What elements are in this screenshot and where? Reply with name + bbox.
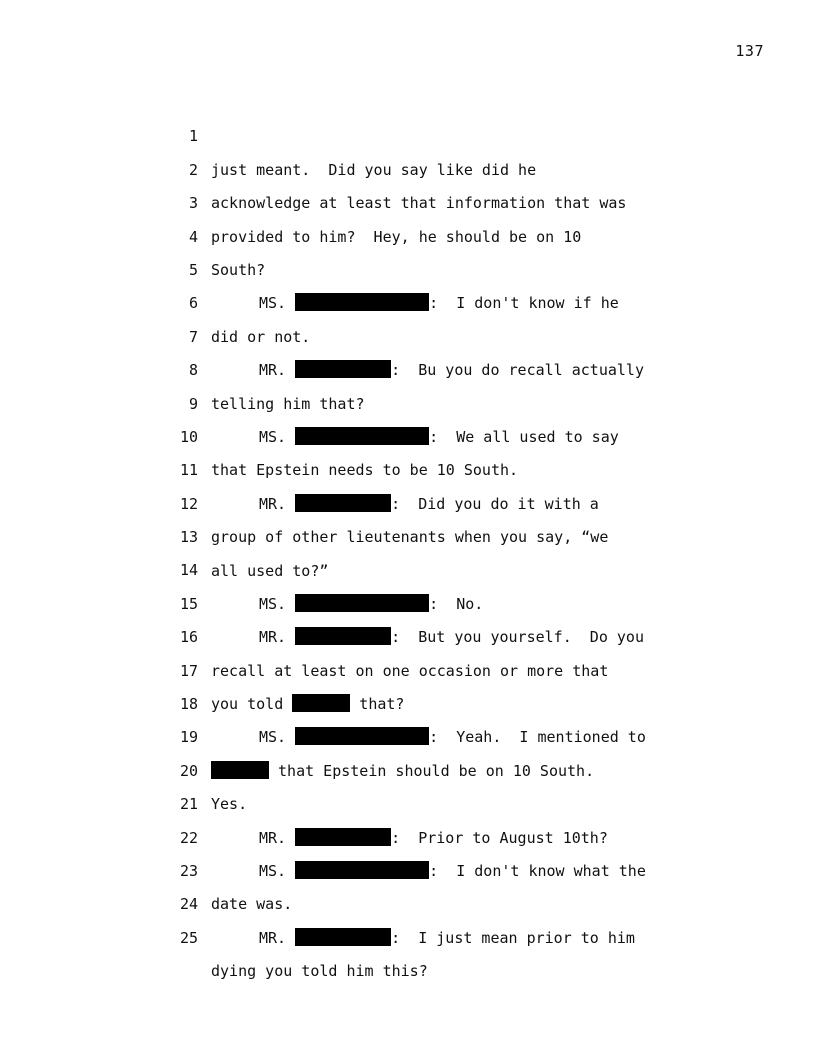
line-text: : Bu you do recall actually (391, 361, 644, 380)
line-text: : I don't know what the (429, 862, 646, 881)
line-number: 1 (188, 127, 198, 146)
line-number: 21 (179, 795, 198, 814)
line-number: 3 (188, 194, 198, 213)
line-number: 6 (188, 294, 198, 313)
line-text: that? (350, 695, 405, 714)
speaker-title: MR. (259, 928, 296, 947)
line-text: : I don't know if he (429, 294, 619, 313)
transcript-body (0, 87, 816, 981)
line-number: 17 (179, 661, 198, 680)
line-number: 15 (179, 594, 198, 613)
speaker-title: MS. (259, 427, 296, 446)
line-number: 13 (179, 528, 198, 547)
line-text: recall at least on one occasion or more that (211, 661, 609, 680)
line-text: all used to?” (211, 561, 329, 580)
speaker-title: MS. (259, 294, 296, 313)
redaction-block (295, 928, 391, 946)
line-text: date was. (211, 895, 293, 914)
line-number: 22 (179, 828, 198, 847)
line-number: 16 (179, 628, 198, 647)
line-number: 12 (179, 494, 198, 513)
transcript-line (0, 87, 816, 179)
speaker-line (259, 922, 635, 955)
line-text: Yes. (211, 795, 248, 814)
line-text: that Epstein needs to be 10 South. (211, 461, 519, 480)
speaker-title: MS. (259, 862, 296, 881)
line-number: 4 (188, 227, 198, 246)
speaker-title: MR. (259, 494, 296, 513)
line-text: : Prior to August 10th? (391, 828, 608, 847)
speaker-title: MR. (259, 361, 296, 380)
line-text: that Epstein should be on 10 South. (269, 761, 595, 780)
line-number: 25 (179, 928, 198, 947)
line-number: 11 (179, 461, 198, 480)
line-number: 19 (179, 728, 198, 747)
line-number: 5 (188, 260, 198, 279)
line-number: 7 (188, 327, 198, 346)
line-text: : I just mean prior to him (391, 928, 635, 947)
speaker-title: MR. (259, 628, 296, 647)
line-text: : Yeah. I mentioned to (429, 728, 646, 747)
line-number: 8 (188, 361, 198, 380)
line-text: South? (211, 260, 266, 279)
speaker-title: MR. (259, 828, 296, 847)
line-text: provided to him? Hey, he should be on 10 (211, 227, 582, 246)
line-text: group of other lieutenants when you say, “we (211, 528, 609, 547)
line-number: 2 (188, 160, 198, 179)
line-text: : No. (429, 594, 484, 613)
line-text: dying you told him this? (211, 962, 428, 981)
line-text: you told (211, 695, 293, 714)
line-number: 9 (188, 394, 198, 413)
line-text: : But you yourself. Do you (391, 628, 644, 647)
speaker-title: MS. (259, 594, 296, 613)
page-number: 137 (735, 42, 764, 60)
line-number: 20 (179, 761, 198, 780)
line-text: did or not. (211, 327, 311, 346)
line-text: : We all used to say (429, 427, 619, 446)
line-text: : Did you do it with a (391, 494, 599, 513)
line-number: 18 (179, 695, 198, 714)
line-number: 23 (179, 862, 198, 880)
line-number: 14 (179, 561, 198, 580)
line-text: just meant. Did you say like did he (211, 160, 537, 179)
line-number: 24 (179, 895, 198, 914)
speaker-title: MS. (259, 728, 296, 747)
line-text: acknowledge at least that information that was (211, 194, 627, 213)
line-number: 10 (179, 427, 198, 446)
line-text: telling him that? (211, 394, 365, 413)
